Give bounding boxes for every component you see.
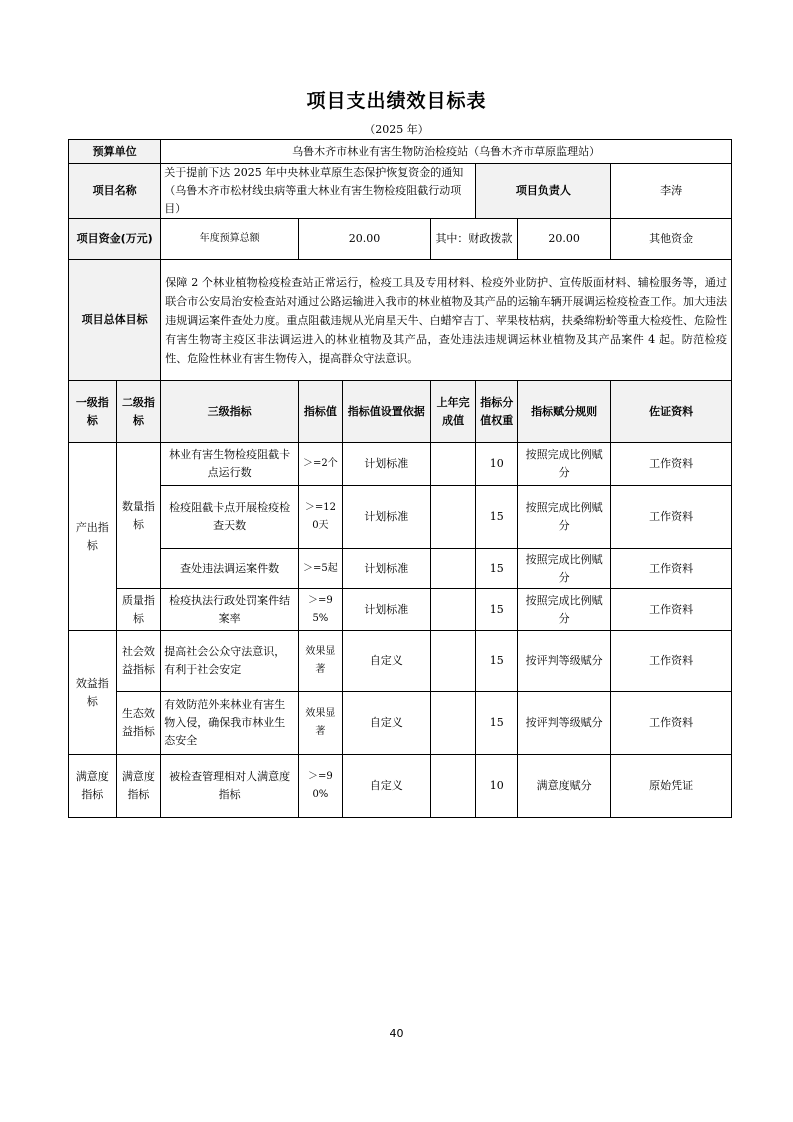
row-evidence: 工作资料	[611, 631, 732, 692]
table-row	[69, 549, 732, 589]
row-value: ＞=95%	[299, 589, 343, 631]
budget-unit-value: 乌鲁木齐市林业有害生物防治检疫站（乌鲁木齐市草原监理站）	[161, 140, 732, 164]
page-number: 40	[389, 1027, 404, 1040]
goal-label: 项目总体目标	[69, 260, 161, 381]
row-last-year	[430, 443, 476, 486]
row-level3: 提高社会公众守法意识，有利于社会安定	[161, 631, 299, 692]
row-last-year	[430, 631, 476, 692]
row-level3: 检疫阻截卡点开展检疫检查天数	[161, 486, 299, 549]
row-basis: 计划标准	[342, 443, 430, 486]
row-evidence: 工作资料	[611, 443, 732, 486]
fiscal-label: 其中：财政拨款	[430, 219, 517, 260]
header-last-year: 上年完成值	[430, 381, 476, 443]
table-row	[69, 755, 732, 818]
project-name-label: 项目名称	[69, 164, 161, 219]
table-row	[69, 631, 732, 692]
row-last-year	[430, 755, 476, 818]
row-weight: 10	[476, 755, 518, 818]
row-basis: 自定义	[342, 755, 430, 818]
header-level2: 二级指标	[116, 381, 161, 443]
row-rule: 满意度赋分	[518, 755, 611, 818]
row-weight: 15	[476, 631, 518, 692]
row-weight: 15	[476, 589, 518, 631]
other-funds-label: 其他资金	[611, 219, 732, 260]
row-value: 效果显著	[299, 631, 343, 692]
row-weight: 15	[476, 692, 518, 755]
row-evidence: 工作资料	[611, 692, 732, 755]
project-name-value: 关于提前下达 2025 年中央林业草原生态保护恢复资金的通知（乌鲁木齐市松材线虫病等重大林业有害生物检疫阻截行动项目）	[161, 164, 476, 219]
row-basis: 计划标准	[342, 486, 430, 549]
budget-unit-label: 预算单位	[69, 140, 161, 164]
annual-budget-label: 年度预算总额	[161, 219, 299, 260]
row-evidence: 工作资料	[611, 549, 732, 589]
group-satisfaction2: 满意度指标	[116, 755, 161, 818]
table-row	[69, 692, 732, 755]
header-value: 指标值	[299, 381, 343, 443]
row-value: ＞=2个	[299, 443, 343, 486]
project-leader-value: 李涛	[611, 164, 732, 219]
row-evidence: 原始凭证	[611, 755, 732, 818]
row-rule: 按评判等级赋分	[518, 692, 611, 755]
group-satisfaction: 满意度指标	[69, 755, 117, 818]
header-level1: 一级指标	[69, 381, 117, 443]
row-level3: 有效防范外来林业有害生物入侵，确保我市林业生态安全	[161, 692, 299, 755]
row-rule: 按照完成比例赋分	[518, 549, 611, 589]
row-level3: 查处违法调运案件数	[161, 549, 299, 589]
annual-budget-value: 20.00	[299, 219, 431, 260]
row-value: ＞=5起	[299, 549, 343, 589]
row-level3: 林业有害生物检疫阻截卡点运行数	[161, 443, 299, 486]
fiscal-value: 20.00	[518, 219, 611, 260]
header-level3: 三级指标	[161, 381, 299, 443]
group-benefit: 效益指标	[69, 631, 117, 755]
row-rule: 按照完成比例赋分	[518, 486, 611, 549]
group-social: 社会效益指标	[116, 631, 161, 692]
row-weight: 15	[476, 486, 518, 549]
row-last-year	[430, 692, 476, 755]
page-title: 项目支出绩效目标表	[306, 90, 487, 112]
table-row	[69, 443, 732, 486]
group-quality: 质量指标	[116, 589, 161, 631]
header-weight: 指标分值权重	[476, 381, 518, 443]
group-output: 产出指标	[69, 443, 117, 631]
table-row	[69, 486, 732, 549]
row-weight: 10	[476, 443, 518, 486]
row-last-year	[430, 549, 476, 589]
group-quantity: 数量指标	[116, 443, 161, 589]
row-last-year	[430, 589, 476, 631]
goal-text: 保障 2 个林业植物检疫检查站正常运行，检疫工具及专用材料、检疫外业防护、宣传版面材料、辅检服务等，通过联合市公安局治安检查站对通过公路运输进入我市的林业植物及其产品的运输车辆开展调运检疫检查工作。加大违法违规调运案件查处力度。重点阻截违规从光肩星天牛、白蜡窄吉丁、苹果枝枯病，扶桑绵粉蚧等重大检疫性、危险性有害生物寄主疫区非法调运进入的林业植物及其产品，查处违法违规调运林业植物及其产品案件 4 起。防范检疫性、危险性林业有害生物传入，提高群众守法意识。	[161, 260, 732, 381]
row-basis: 自定义	[342, 692, 430, 755]
row-rule: 按照完成比例赋分	[518, 443, 611, 486]
year-label: （2025 年）	[364, 123, 429, 136]
row-weight: 15	[476, 549, 518, 589]
project-leader-label: 项目负责人	[476, 164, 611, 219]
row-level3: 检疫执法行政处罚案件结案率	[161, 589, 299, 631]
group-ecological: 生态效益指标	[116, 692, 161, 755]
row-value: ＞=120天	[299, 486, 343, 549]
row-rule: 按评判等级赋分	[518, 631, 611, 692]
header-evidence: 佐证资料	[611, 381, 732, 443]
row-rule: 按照完成比例赋分	[518, 589, 611, 631]
row-value: 效果显著	[299, 692, 343, 755]
row-basis: 计划标准	[342, 549, 430, 589]
row-evidence: 工作资料	[611, 486, 732, 549]
row-last-year	[430, 486, 476, 549]
header-rule: 指标赋分规则	[518, 381, 611, 443]
table-row	[69, 589, 732, 631]
row-basis: 计划标准	[342, 589, 430, 631]
row-evidence: 工作资料	[611, 589, 732, 631]
funds-label: 项目资金(万元)	[69, 219, 161, 260]
row-level3: 被检查管理相对人满意度指标	[161, 755, 299, 818]
row-basis: 自定义	[342, 631, 430, 692]
header-basis: 指标值设置依据	[342, 381, 430, 443]
performance-table	[68, 139, 732, 818]
row-value: ＞=90%	[299, 755, 343, 818]
